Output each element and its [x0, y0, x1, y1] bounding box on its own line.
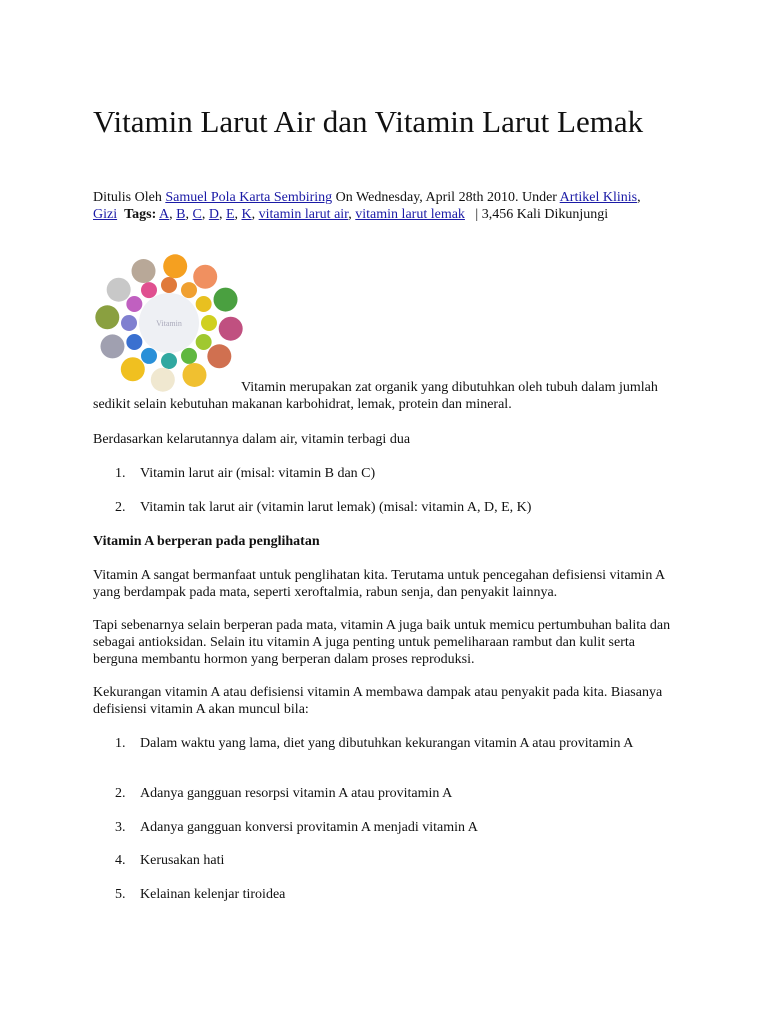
title-block [93, 105, 653, 139]
author-link[interactable]: Samuel Pola Karta Sembiring [165, 190, 333, 205]
tag-link[interactable]: K [241, 207, 252, 222]
list-text: Adanya gangguan konversi provitamin A menjadi vitamin A [140, 820, 478, 835]
food-icon [121, 357, 145, 381]
paragraph: Tapi sebenarnya selain berperan pada mata, vitamin A juga baik untuk memicu pertumbuhan balita dan sebagai antioksidan. Selain itu vitamin A juga penting untuk pemeliharaan rambut dan kulit serta berguna membantu hormon yang berperan dalam proses reproduksi. [93, 618, 671, 667]
list-item [115, 819, 680, 836]
section-heading: Vitamin A berperan pada penglihatan [93, 534, 320, 549]
vitamin-wheel-image [95, 254, 243, 392]
food-icon [163, 254, 187, 278]
vitamin-bubble [181, 348, 197, 364]
list-number: 1. [115, 736, 126, 751]
meta-by: Ditulis Oleh [93, 190, 166, 205]
tag-link[interactable]: D [208, 207, 219, 222]
vitamin-bubble [126, 296, 142, 312]
category-link[interactable]: Gizi [93, 207, 118, 222]
list-text: Dalam waktu yang lama, diet yang dibutuhkan kekurangan vitamin A atau provitamin A [140, 736, 634, 751]
tag-link[interactable]: vitamin larut air [258, 207, 349, 222]
vitamin-bubble [161, 277, 177, 293]
visit-count: | 3,456 Kali Dikunjungi [475, 207, 609, 222]
vitamin-bubble [126, 334, 142, 350]
vitamin-bubble [196, 296, 212, 312]
list-text: Vitamin tak larut air (vitamin larut lemak) (misal: vitamin A, D, E, K) [140, 500, 532, 515]
list-text: Adanya gangguan resorpsi vitamin A atau provitamin A [140, 786, 453, 801]
vitamin-bubble [161, 353, 177, 369]
list-item [115, 735, 660, 752]
food-icon [107, 278, 131, 302]
tag-link[interactable]: A [159, 207, 170, 222]
intro-text: Vitamin merupakan zat organik yang dibutuhkan oleh tubuh dalam jumlah sedikit selain kebutuhan makanan karbohidrat, lemak, protein dan mineral. [93, 380, 658, 412]
vitamin-bubble [181, 282, 197, 298]
vitamin-bubble [196, 334, 212, 350]
list-text: Vitamin larut air (misal: vitamin B dan C) [140, 466, 376, 481]
intro-paragraph [93, 379, 673, 413]
list-item [115, 499, 680, 516]
post-meta: Ditulis Oleh Samuel Pola Karta Sembiring On Wednesday, April 28th 2010. Under Artikel Klinis, Gizi Tags: A, B, C, D, E, K, vitamin larut air, vitamin larut lemak | 3,456 Kali Dikunjungi [93, 190, 641, 222]
vitamin-bubble [201, 315, 217, 331]
list-item [115, 785, 680, 802]
page-title: Vitamin Larut Air dan Vitamin Larut Lemak [93, 104, 644, 139]
food-icon [95, 305, 119, 329]
list-number: 2. [115, 500, 126, 515]
list-number: 3. [115, 820, 126, 835]
food-icon [193, 265, 217, 289]
category-link[interactable]: Artikel Klinis [559, 190, 638, 205]
tag-link[interactable]: B [176, 207, 186, 222]
list-number: 4. [115, 853, 126, 868]
vitamin-bubble [141, 348, 157, 364]
tag-link[interactable]: vitamin larut lemak [355, 207, 465, 222]
paragraph: Kekurangan vitamin A atau defisiensi vitamin A membawa dampak atau penyakit pada kita. Biasanya defisiensi vitamin A akan muncul bila: [93, 685, 663, 717]
list-number: 2. [115, 786, 126, 801]
list-text: Kelainan kelenjar tiroidea [140, 887, 286, 902]
meta-date: On Wednesday, April 28th 2010. Under [332, 190, 560, 205]
list-number: 5. [115, 887, 126, 902]
food-icon [132, 259, 156, 283]
list-text: Kerusakan hati [140, 853, 225, 868]
tags-label: Tags: [124, 207, 157, 222]
food-icon [207, 344, 231, 368]
sep: , [637, 190, 641, 205]
tag-link[interactable]: E [225, 207, 235, 222]
list-number: 1. [115, 466, 126, 481]
tag-link[interactable]: C [192, 207, 202, 222]
paragraph: Vitamin A sangat bermanfaat untuk penglihatan kita. Terutama untuk pencegahan defisiensi vitamin A yang berdampak pada mata, seperti xeroftalmia, rabun senja, dan penyakit lainnya. [93, 568, 665, 600]
food-icon [214, 288, 238, 312]
vitamin-bubble [141, 282, 157, 298]
paragraph: Berdasarkan kelarutannya dalam air, vitamin terbagi dua [93, 432, 411, 447]
list-item [115, 465, 680, 482]
image-label: Vitamin [156, 319, 182, 328]
food-icon [100, 334, 124, 358]
list-item [115, 886, 680, 903]
vitamin-bubble [121, 315, 137, 331]
food-icon [219, 317, 243, 341]
list-item [115, 852, 680, 869]
